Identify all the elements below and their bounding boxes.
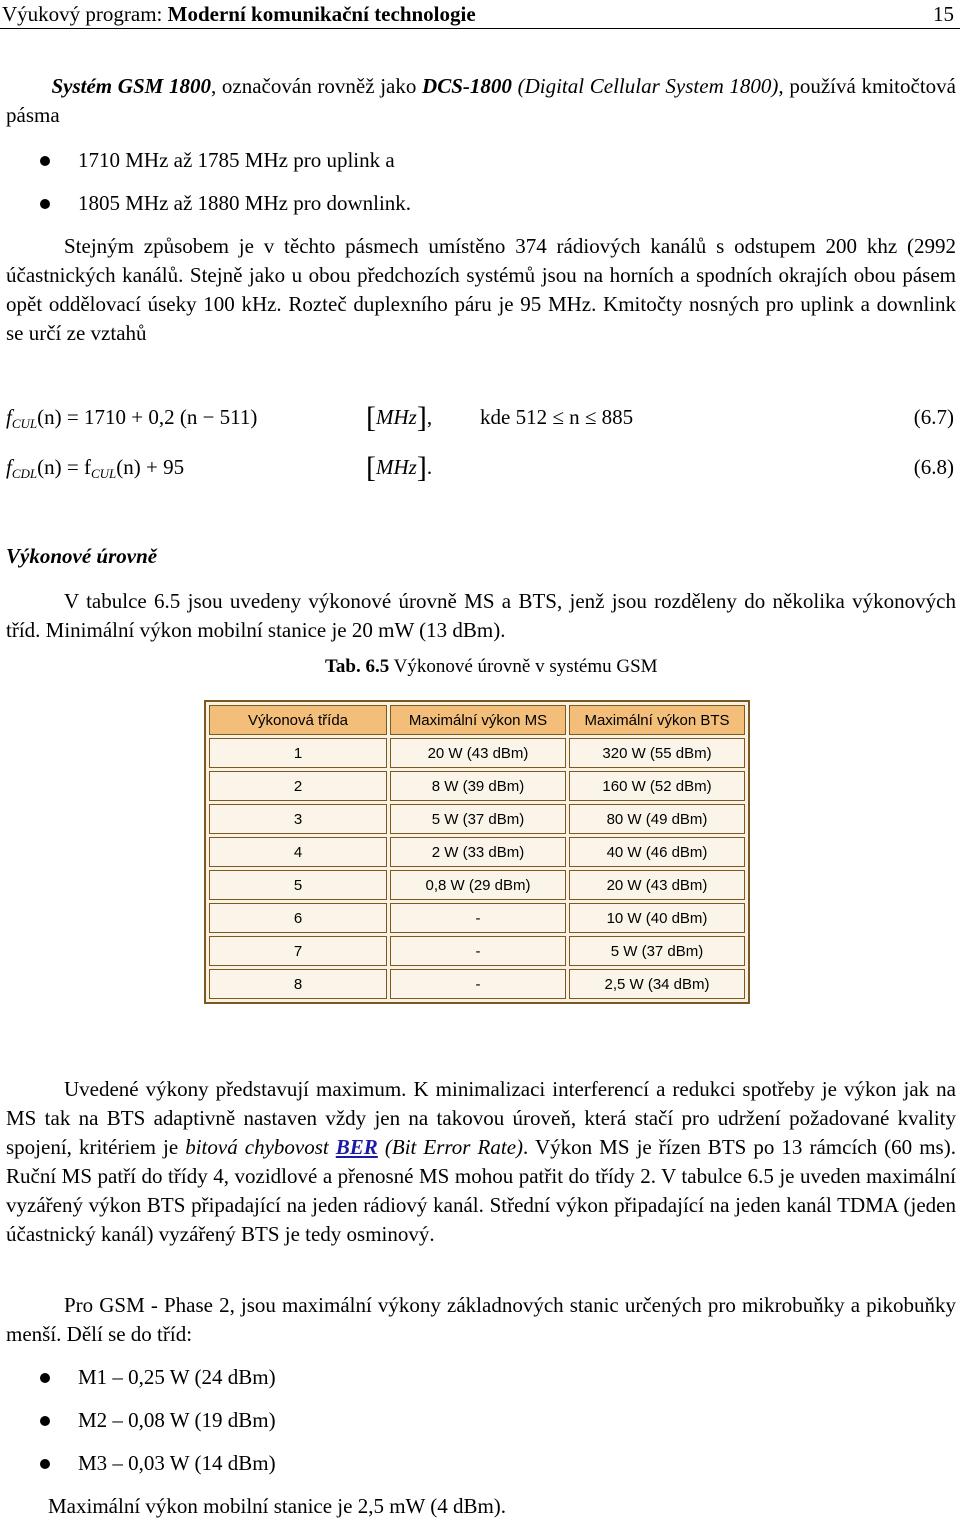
column-header: Výkonová třída	[209, 705, 387, 735]
equation-uplink: $f_{CUL}(n) = 1710 + 0,2$ (n − 511)	[6, 405, 258, 431]
equation-uplink-unit: [MHz],	[366, 401, 433, 434]
class-item: M2 – 0,08 W (19 dBm)	[78, 1408, 276, 1432]
section-heading: Výkonové úrovně	[6, 544, 158, 568]
bullet-icon	[40, 1373, 50, 1383]
paragraph-min-power: Maximální výkon mobilní stanice je 2,5 mW (4 dBm).	[48, 1494, 507, 1518]
table-row: 7 - 5 W (37 dBm)	[209, 936, 745, 966]
table-row: 8 - 2,5 W (34 dBm)	[209, 969, 745, 999]
bullet-icon	[40, 1416, 50, 1426]
table-row: 4 2 W (33 dBm) 40 W (46 dBm)	[209, 837, 745, 867]
power-class-table	[204, 700, 750, 1004]
equation-number: (6.8)	[913, 455, 954, 479]
table-row: 5 0,8 W (29 dBm) 20 W (43 dBm)	[209, 870, 745, 900]
equation-number: (6.7)	[913, 405, 954, 429]
bullet-icon	[40, 199, 50, 209]
table-row: 3 5 W (37 dBm) 80 W (49 dBm)	[209, 804, 745, 834]
paragraph-power-levels: V tabulce 6.5 jsou uvedeny výkonové úrovně MS a BTS, jenž jsou rozděleny do několika výkonových tříd. Minimální výkon mobilní stanice je 20 mW (13 dBm).	[6, 589, 956, 642]
header-title: Výukový program: Moderní komunikační technologie	[2, 2, 476, 26]
band-item: 1710 MHz až 1785 MHz pro uplink a	[78, 148, 395, 172]
column-header: Maximální výkon MS	[390, 705, 566, 735]
band-item: 1805 MHz až 1880 MHz pro downlink.	[78, 191, 412, 215]
bullet-icon	[40, 1459, 50, 1469]
table-header-row	[209, 705, 745, 735]
equation-uplink-condition: kde 512 ≤ n ≤ 885	[480, 405, 634, 429]
page-number: 15	[933, 2, 954, 26]
page-header	[0, 0, 960, 29]
table-caption: Tab. 6.5 Výkonové úrovně v systému GSM	[325, 656, 658, 677]
equation-downlink-unit: [MHz].	[366, 451, 433, 484]
column-header: Maximální výkon BTS	[569, 705, 745, 735]
equation-downlink: $f_{CDL}(n) = f_{CUL}(n) + 95$	[6, 455, 185, 481]
intro-paragraph: Systém GSM 1800, označován rovněž jako DCS-1800 (Digital Cellular System 1800), používá kmitočtová pásma	[6, 74, 956, 127]
paragraph-adaptive-power: Uvedené výkony představují maximum. K minimalizaci interferencí a redukci spotřeby je výkon jak na MS tak na BTS adaptivně nastaven vždy jen na takovou úroveň, která stačí pro udržení požadované kvality spojení, kritériem je bitová chybovost BER (Bit Error Rate). Výkon MS je řízen BTS po 13 rámcích (60 ms). Ruční MS patří do třídy 4, vozidlové a přenosné MS mohou patřit do třídy 2. V tabulce 6.5 je uveden maximální vyzářený výkon BTS připadající na jeden rádiový kanál. Střední výkon připadající na jeden kanál TDMA (jeden účastnický kanál) vyzářený BTS je tedy osminový.	[6, 1077, 956, 1246]
paragraph-channels: Stejným způsobem je v těchto pásmech umístěno 374 rádiových kanálů s odstupem 200 khz (2992 účastnických kanálů. Stejně jako u obou předchozích systémů jsou na horních a spodních okrajích obou pásem opět oddělovací úseky 100 kHz. Rozteč duplexního páru je 95 MHz. Kmitočty nosných pro uplink a downlink se určí ze vztahů	[6, 234, 956, 345]
class-item: M3 – 0,03 W (14 dBm)	[78, 1451, 276, 1475]
class-item: M1 – 0,25 W (24 dBm)	[78, 1365, 276, 1389]
table-row: 1 20 W (43 dBm) 320 W (55 dBm)	[209, 738, 745, 768]
ber-link[interactable]: BER	[335, 1135, 378, 1159]
table-row: 2 8 W (39 dBm) 160 W (52 dBm)	[209, 771, 745, 801]
bullet-icon	[40, 156, 50, 166]
paragraph-phase2: Pro GSM - Phase 2, jsou maximální výkony základnových stanic určených pro mikrobuňky a pikobuňky menší. Dělí se do tříd:	[6, 1293, 956, 1346]
table-row: 6 - 10 W (40 dBm)	[209, 903, 745, 933]
system-name: Systém GSM 1800	[51, 74, 211, 98]
dcs-name: DCS-1800	[422, 74, 512, 98]
